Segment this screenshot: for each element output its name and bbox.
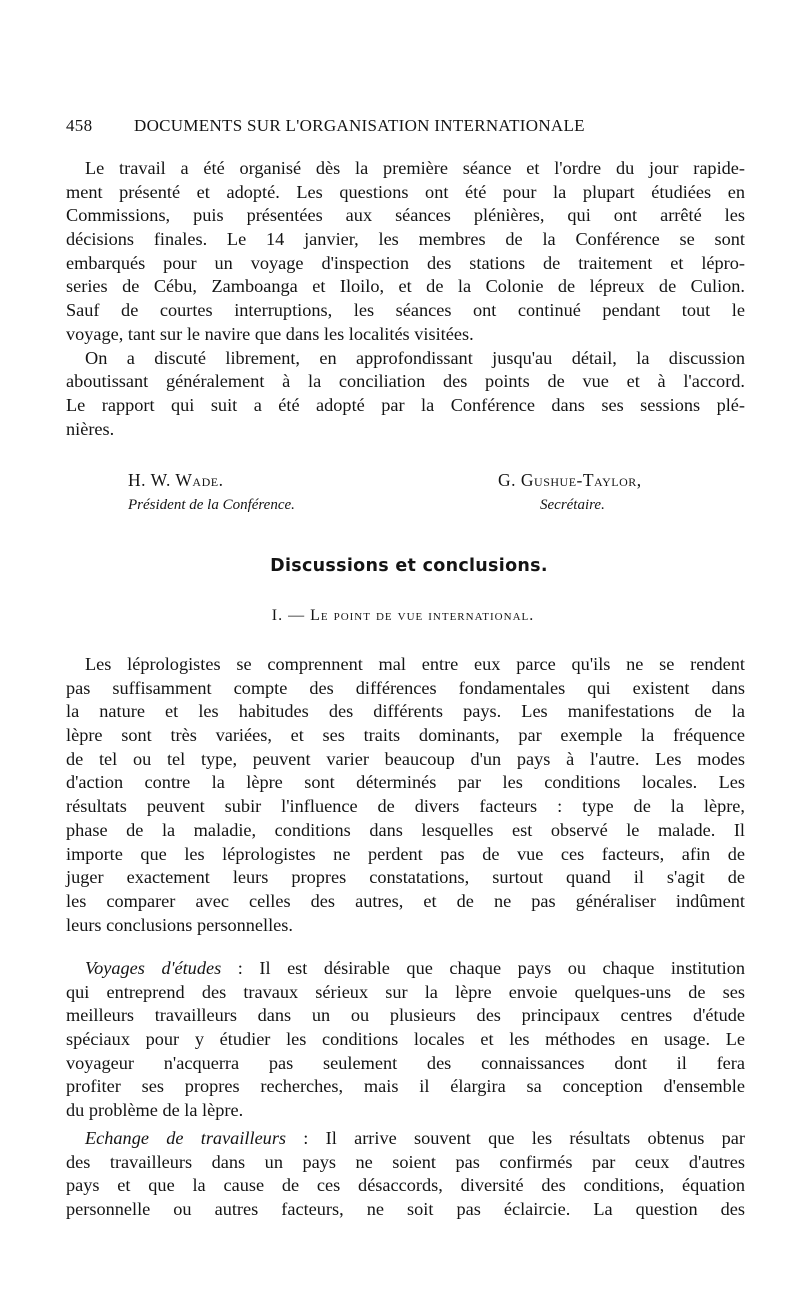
text-line: profiter ses propres recherches, mais il élargira sa conception d'ensemble (66, 1076, 745, 1097)
subsection-title: I. — Le point de vue international. (271, 607, 535, 624)
president-role: Président de la Conférence. (128, 497, 295, 513)
intro-paragraphs (66, 157, 745, 441)
text-line: spéciaux pour y étudier les conditions locales et les méthodes en usage. Le (66, 1029, 745, 1050)
text-line: Le rapport qui suit a été adopté par la Conférence dans ses sessions plé- (66, 394, 745, 415)
text-line: voyage, tant sur le navire que dans les localités visitées. (66, 323, 474, 344)
text-line: voyageur n'acquerra pas seulement des connaissances dont il fera (66, 1052, 745, 1073)
text-line: Les léprologistes se comprennent mal entre eux parce qu'ils ne se rendent (85, 654, 745, 674)
text-line: les comparer avec celles des autres, et de ne pas généraliser indûment (66, 890, 745, 911)
signature-secretary (498, 470, 642, 514)
text-line: ment présenté et adopté. Les questions ont été pour la plupart étudiées en (66, 181, 745, 202)
text-line: Sauf de courtes interruptions, les séances ont continué pendant tout le (66, 300, 745, 321)
text-line: qui entreprend des travaux sérieux sur la lèpre envoie quelques-uns de ses (66, 981, 745, 1002)
text-line: importe que les léprologistes ne perdent pas de vue ces facteurs, afin de (66, 843, 745, 864)
echange-line-0: : Il arrive souvent que les résultats obtenus par (286, 1128, 745, 1148)
voyages-line-0: : Il est désirable que chaque pays ou chaque institution (221, 958, 745, 978)
body-paragraph-international (66, 653, 745, 937)
text-line: lèpre sont très variées, et ses traits dominants, par exemple la fréquence (66, 725, 745, 746)
voyages-lead: Voyages d'études (85, 958, 222, 978)
body-paragraph-echange (66, 1127, 745, 1222)
page-number: 458 (66, 116, 93, 135)
text-line: Commissions, puis présentées aux séances plénières, qui ont arrêté les (66, 205, 745, 226)
text-line: résultats peuvent subir l'influence de divers facteurs : type de la lèpre, (66, 796, 745, 817)
signature-president (128, 470, 295, 514)
running-head-title: DOCUMENTS SUR L'ORGANISATION INTERNATIONALE (134, 116, 585, 135)
text-line (66, 1127, 745, 1151)
text-line: du problème de la lèpre. (66, 1100, 244, 1121)
text-line: juger exactement leurs propres constatations, surtout quand il s'agit de (66, 867, 745, 888)
body-paragraph-voyages (66, 957, 745, 1123)
text-line: phase de la maladie, conditions dans lesquelles est observé le malade. Il (66, 819, 745, 840)
text-line: leurs conclusions personnelles. (66, 914, 293, 935)
text-line: On a discuté librement, en approfondissant jusqu'au détail, la discussion (85, 347, 745, 368)
text-line: meilleurs travailleurs dans un ou plusieurs des principaux centres d'étude (66, 1005, 745, 1026)
running-head (66, 116, 746, 136)
text-line: Le travail a été organisé dès la première séance et l'ordre du jour rapide- (85, 158, 745, 178)
president-name: H. W. Wade. (128, 470, 224, 490)
secretary-role: Secrétaire. (540, 497, 605, 513)
text-line: pas suffisamment compte des différences fondamentales qui existent dans (66, 677, 745, 698)
text-line: aboutissant généralement à la conciliation des points de vue et à l'accord. (66, 371, 745, 392)
echange-lead: Echange de travailleurs (85, 1128, 287, 1148)
text-line: personnelle ou autres facteurs, ne soit pas éclaircie. La question des (66, 1199, 745, 1220)
text-line: des travailleurs dans un pays ne soient pas confirmés par ceux d'autres (66, 1151, 745, 1172)
text-line: nières. (66, 418, 115, 439)
text-line: embarqués pour un voyage d'inspection des stations de traitement et lépro- (66, 252, 745, 273)
section-title: Discussions et conclusions. (270, 556, 548, 576)
text-line: series de Cébu, Zamboanga et Iloilo, et de la Colonie de lépreux de Culion. (66, 276, 745, 297)
text-line: pays et que la cause de ces désaccords, diversité des conditions, équation (66, 1175, 745, 1196)
text-line (66, 957, 745, 981)
text-line: la nature et les habitudes des différents pays. Les manifestations de la (66, 701, 745, 722)
secretary-name: G. Gushue-Taylor, (498, 470, 642, 490)
text-line: de tel ou tel type, peuvent varier beaucoup d'un pays à l'autre. Les modes (66, 748, 745, 769)
text-line: d'action contre la lèpre sont déterminés par les conditions locales. Les (66, 772, 745, 793)
text-line: décisions finales. Le 14 janvier, les membres de la Conférence se sont (66, 229, 745, 250)
